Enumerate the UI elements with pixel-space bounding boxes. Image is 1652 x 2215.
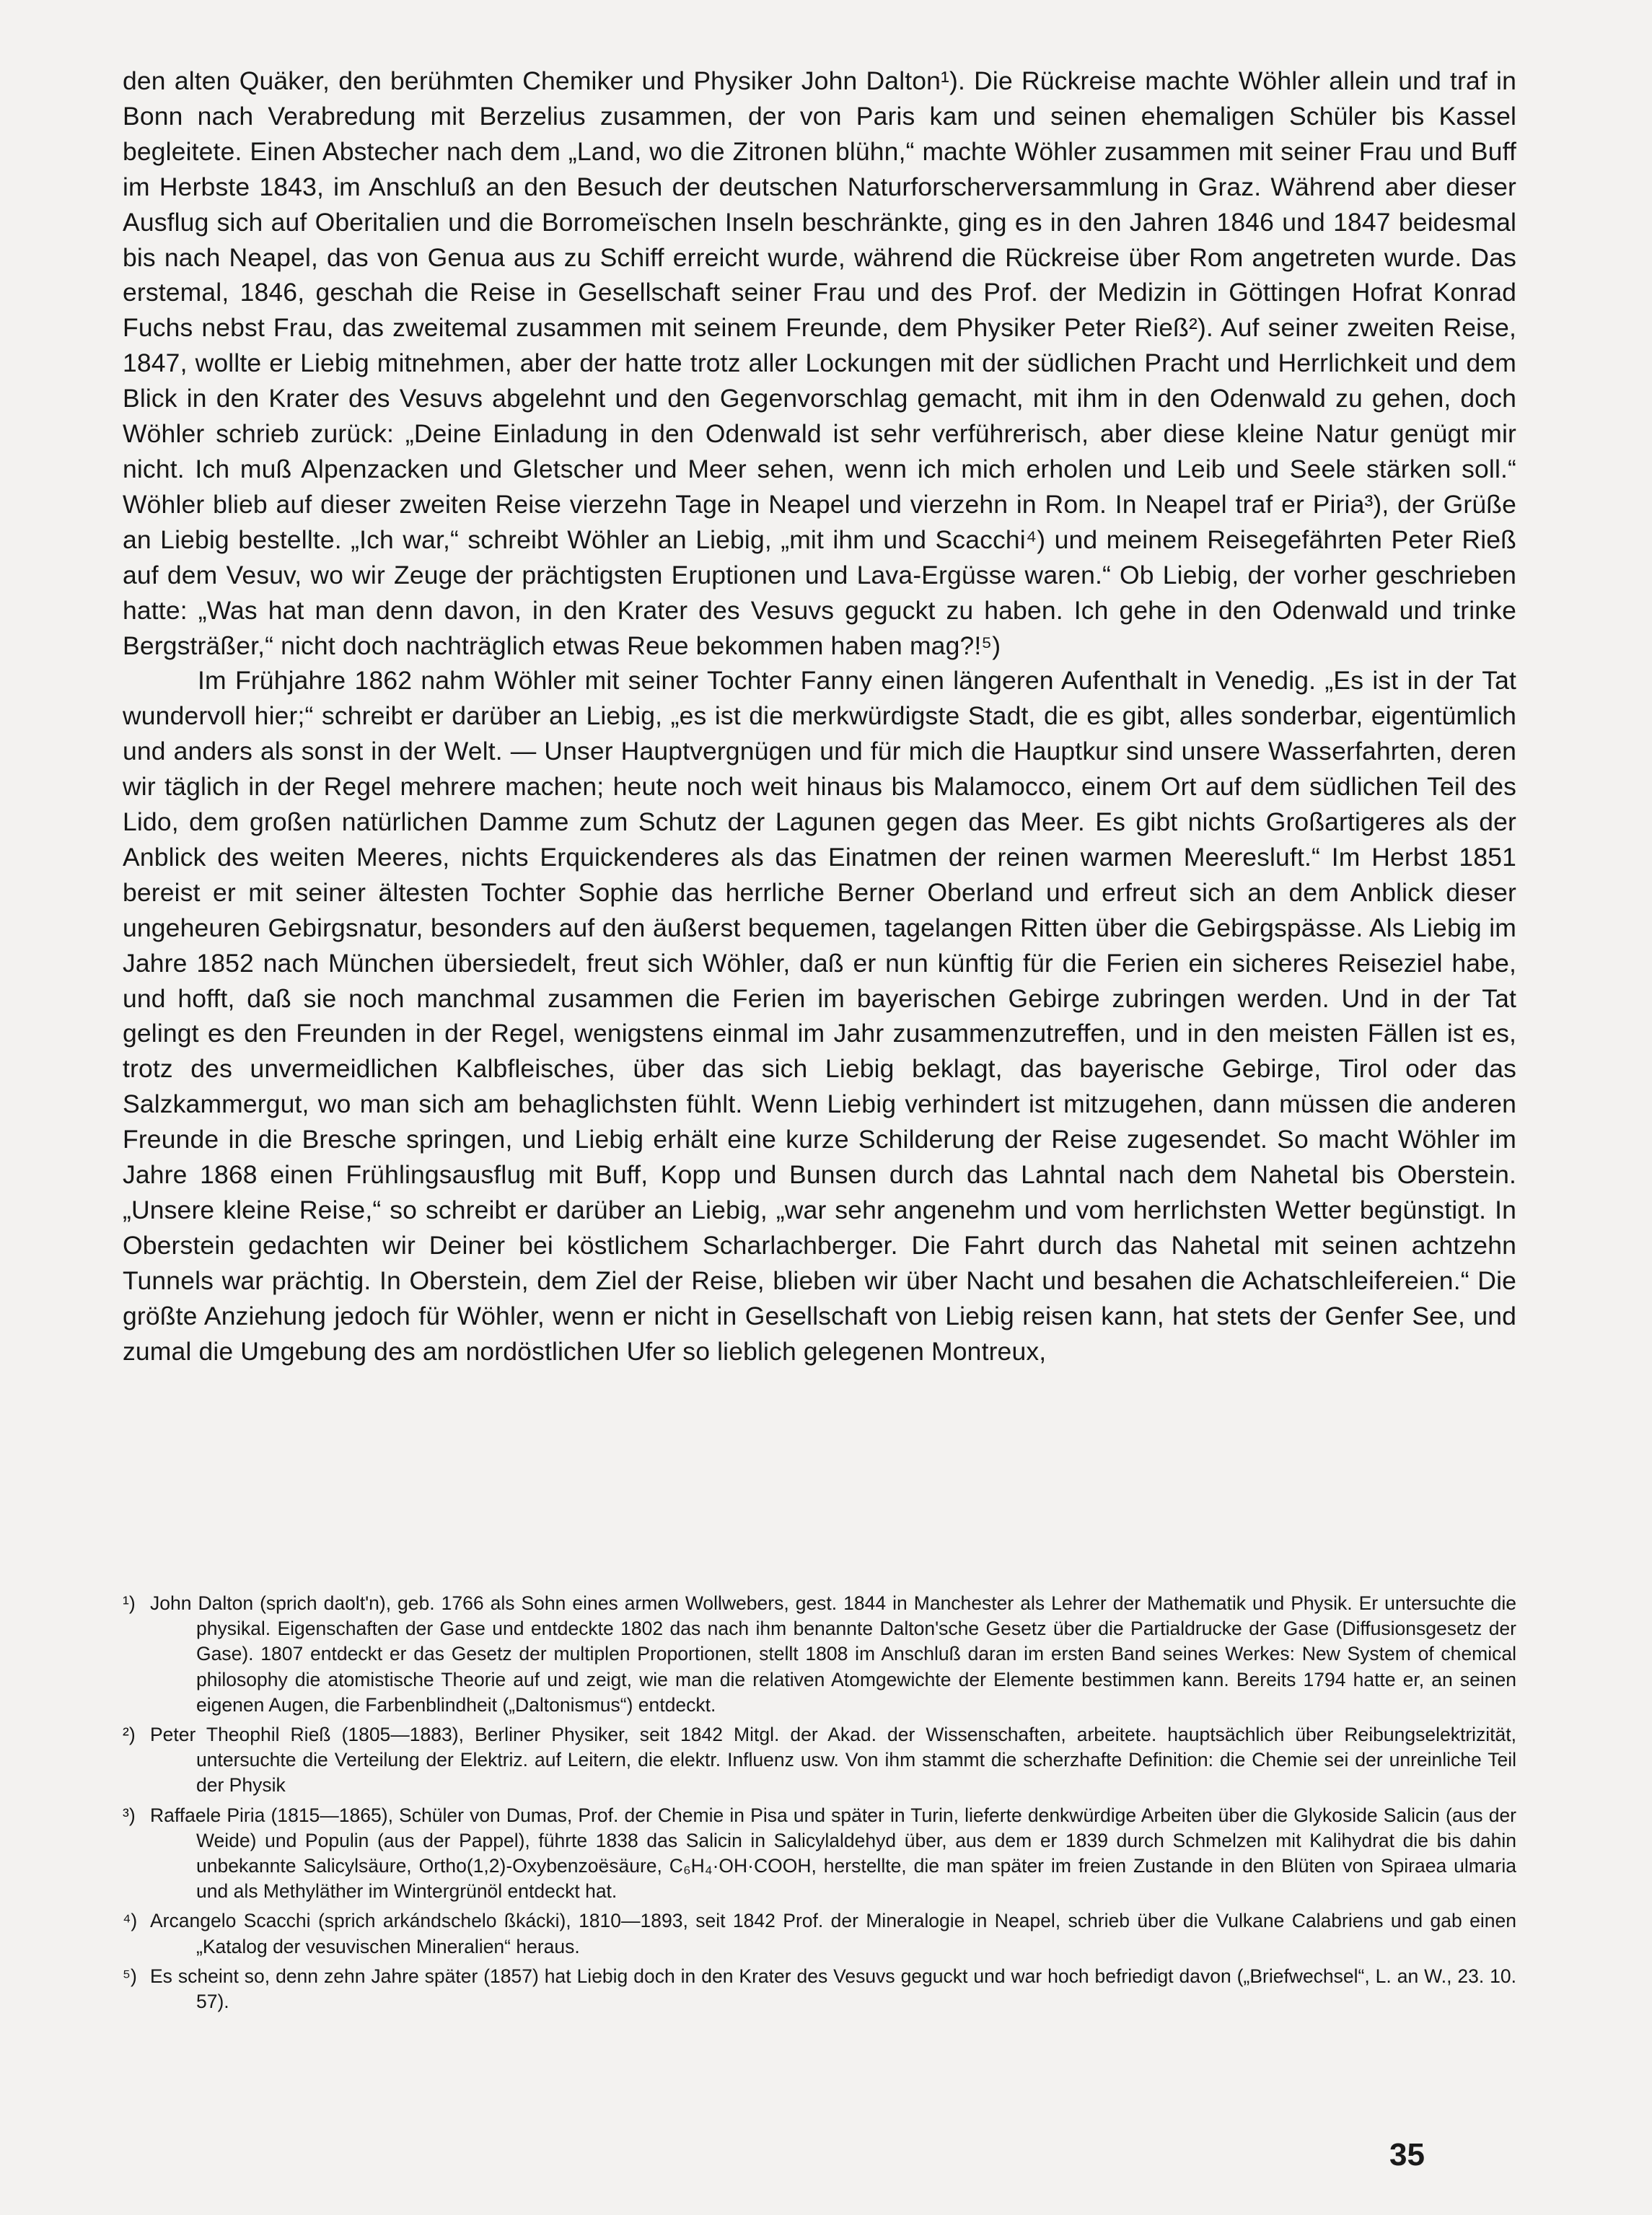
footnote-text: Arcangelo Scacchi (sprich arkándschelo ßkácki), 1810—1893, seit 1842 Prof. der Mineralogie in Neapel, schrieb über die Vulkane Calabriens und gab einen „Katalog der vesuvischen Mineralien“ heraus. xyxy=(150,1910,1516,1957)
footnote-5 xyxy=(123,1964,1516,2014)
page-number: 35 xyxy=(1389,2137,1425,2172)
main-text xyxy=(123,63,1516,1369)
paragraph-1: den alten Quäker, den berühmten Chemiker und Physiker John Dalton¹). Die Rückreise machte Wöhler allein und traf in Bonn nach Verabredung mit Berzelius zusammen, der von Paris kam und seinen ehemaligen Schüler bis Kassel begleitete. Einen Abstecher nach dem „Land, wo die Zitronen blühn,“ machte Wöhler zusammen mit seiner Frau und Buff im Herbste 1843, im Anschluß an den Besuch der deutschen Naturforscherversammlung in Graz. Während aber dieser Ausflug sich auf Oberitalien und die Borromeïschen Inseln beschränkte, ging es in den Jahren 1846 und 1847 beidesmal bis nach Neapel, das von Genua aus zu Schiff erreicht wurde, während die Rückreise über Rom angetreten wurde. Das erstemal, 1846, geschah die Reise in Gesellschaft seiner Frau und des Prof. der Medizin in Göttingen Hofrat Konrad Fuchs nebst Frau, das zweitemal zusammen mit seinem Freunde, dem Physiker Peter Rieß²). Auf seiner zweiten Reise, 1847, wollte er Liebig mitnehmen, aber der hatte trotz aller Lockungen mit der südlichen Pracht und Herrlichkeit und dem Blick in den Krater des Vesuvs abgelehnt und den Gegenvorschlag gemacht, mit ihm in den Odenwald zu gehen, doch Wöhler schrieb zurück: „Deine Einladung in den Odenwald ist sehr verführerisch, aber diese kleine Natur genügt mir nicht. Ich muß Alpenzacken und Gletscher und Meer sehen, wenn ich mich erholen und Leib und Seele stärken soll.“ Wöhler blieb auf dieser zweiten Reise vierzehn Tage in Neapel und vierzehn in Rom. In Neapel traf er Piria³), der Grüße an Liebig bestellte. „Ich war,“ schreibt Wöhler an Liebig, „mit ihm und Scacchi⁴) und meinem Reisegefährten Peter Rieß auf dem Vesuv, wo wir Zeuge der prächtigsten Eruptionen und Lava-Ergüsse waren.“ Ob Liebig, der vorher geschrieben hatte: „Was hat man denn davon, in den Krater des Vesuvs geguckt zu haben. Ich gehe in den Odenwald und trinke Bergsträßer,“ nicht doch nachträglich etwas Reue bekommen haben mag?!⁵) xyxy=(123,66,1516,660)
footnote-mark: ⁵) xyxy=(123,1965,137,1987)
footnote-3 xyxy=(123,1803,1516,1905)
footnote-mark: ¹) xyxy=(123,1592,136,1614)
footnote-text: Raffaele Piria (1815—1865), Schüler von Dumas, Prof. der Chemie in Pisa und später in Turin, lieferte denkwürdige Arbeiten über die Glykoside Salicin (aus der Weide) und Populin (aus der Pappel), führte 1838 das Salicin in Salicylaldehyd über, aus dem er 1839 durch Schmelzen mit Kalihydrat die bis dahin unbekannte Salicylsäure, Ortho(1,2)-Oxybenzoësäure, C₆H₄·OH·COOH, herstellte, die man später im freien Zustande in den Blüten von Spiraea ulmaria und als Methyläther im Wintergrünöl entdeckt hat. xyxy=(150,1804,1516,1903)
footnote-1 xyxy=(123,1591,1516,1718)
footnote-mark: ⁴) xyxy=(123,1910,138,1932)
footnote-mark: ²) xyxy=(123,1724,136,1746)
footnote-4 xyxy=(123,1908,1516,1959)
footnote-mark: ³) xyxy=(123,1804,136,1826)
footnote-text: John Dalton (sprich daolt'n), geb. 1766 als Sohn eines armen Wollwebers, gest. 1844 in Manchester als Lehrer der Mathematik und Physik. Er untersuchte die physikal. Eigenschaften der Gase und entdeckte 1802 das nach ihm benannte Dalton'sche Gesetz über die Partialdrucke der Gase (Diffusionsgesetz der Gase). 1807 entdeckt er das Gesetz der multiplen Proportionen, stellt 1808 im Anschluß daran im ersten Band seines Werkes: New System of chemical philosophy die atomistische Theorie auf und zeigt, wie man die relativen Atomgewichte der Elemente bestimmen kann. Bereits 1794 hatte er, an seinen eigenen Augen, die Farbenblindheit („Daltonismus“) entdeckt. xyxy=(150,1592,1516,1716)
footnote-text: Peter Theophil Rieß (1805—1883), Berliner Physiker, seit 1842 Mitgl. der Akad. der Wissenschaften, arbeitete. hauptsächlich über Reibungselektrizität, untersuchte die Verteilung der Elektriz. auf Leitern, die elektr. Influenz usw. Von ihm stammt die scherzhafte Definition: die Chemie sei der unreinliche Teil der Physik xyxy=(150,1724,1516,1797)
paragraph-2: Im Frühjahre 1862 nahm Wöhler mit seiner Tochter Fanny einen längeren Aufenthalt in Venedig. „Es ist in der Tat wundervoll hier;“ schreibt er darüber an Liebig, „es ist die merkwürdigste Stadt, die es gibt, alles sonderbar, eigentümlich und anders als sonst in der Welt. — Unser Hauptvergnügen und für mich die Hauptkur sind unsere Wasserfahrten, deren wir täglich in der Regel mehrere machen; heute noch weit hinaus bis Malamocco, einem Ort auf dem südlichen Teil des Lido, dem großen natürlichen Damme zum Schutz der Lagunen gegen das Meer. Es gibt nichts Großartigeres als der Anblick des weiten Meeres, nichts Erquickenderes als das Einatmen der reinen warmen Meeresluft.“ Im Herbst 1851 bereist er mit seiner ältesten Tochter Sophie das herrliche Berner Oberland und erfreut sich an dem Anblick dieser ungeheuren Gebirgsnatur, besonders auf den äußerst bequemen, tagelangen Ritten über die Gebirgspässe. Als Liebig im Jahre 1852 nach München übersiedelt, freut sich Wöhler, daß er nun künftig für die Ferien ein sicheres Reiseziel habe, und hofft, daß sie noch manchmal zusammen die Ferien im bayerischen Gebirge zubringen werden. Und in der Tat gelingt es den Freunden in der Regel, wenigstens einmal im Jahr zusammenzutreffen, und in den meisten Fällen ist es, trotz des unvermeidlichen Kalbfleisches, über das sich Liebig beklagt, das bayerische Gebirge, Tirol oder das Salzkammergut, wo man sich am behaglichsten fühlt. Wenn Liebig verhindert ist mitzugehen, dann müssen die anderen Freunde in die Bresche springen, und Liebig erhält eine kurze Schilderung der Reise zugesendet. So macht Wöhler im Jahre 1868 einen Frühlingsausflug mit Buff, Kopp und Bunsen durch das Lahntal nach dem Nahetal bis Oberstein. „Unsere kleine Reise,“ so schreibt er darüber an Liebig, „war sehr angenehm und vom herrlichsten Wetter begünstigt. In Oberstein gedachten wir Deiner bei köstlichem Scharlachberger. Die Fahrt durch das Nahetal mit seinen achtzehn Tunnels war prächtig. In Oberstein, dem Ziel der Reise, blieben wir über Nacht und besahen die Achatschleifereien.“ Die größte Anziehung jedoch für Wöhler, wenn er nicht in Gesellschaft von Liebig reisen kann, hat stets der Genfer See, und zumal die Umgebung des am nordöstlichen Ufer so lieblich gelegenen Montreux, xyxy=(123,666,1516,1366)
footnote-2 xyxy=(123,1722,1516,1799)
footnotes xyxy=(123,1591,1516,2019)
footnote-text: Es scheint so, denn zehn Jahre später (1857) hat Liebig doch in den Krater des Vesuvs geguckt und war hoch befriedigt davon („Briefwechsel“, L. an W., 23. 10. 57). xyxy=(150,1965,1516,2013)
